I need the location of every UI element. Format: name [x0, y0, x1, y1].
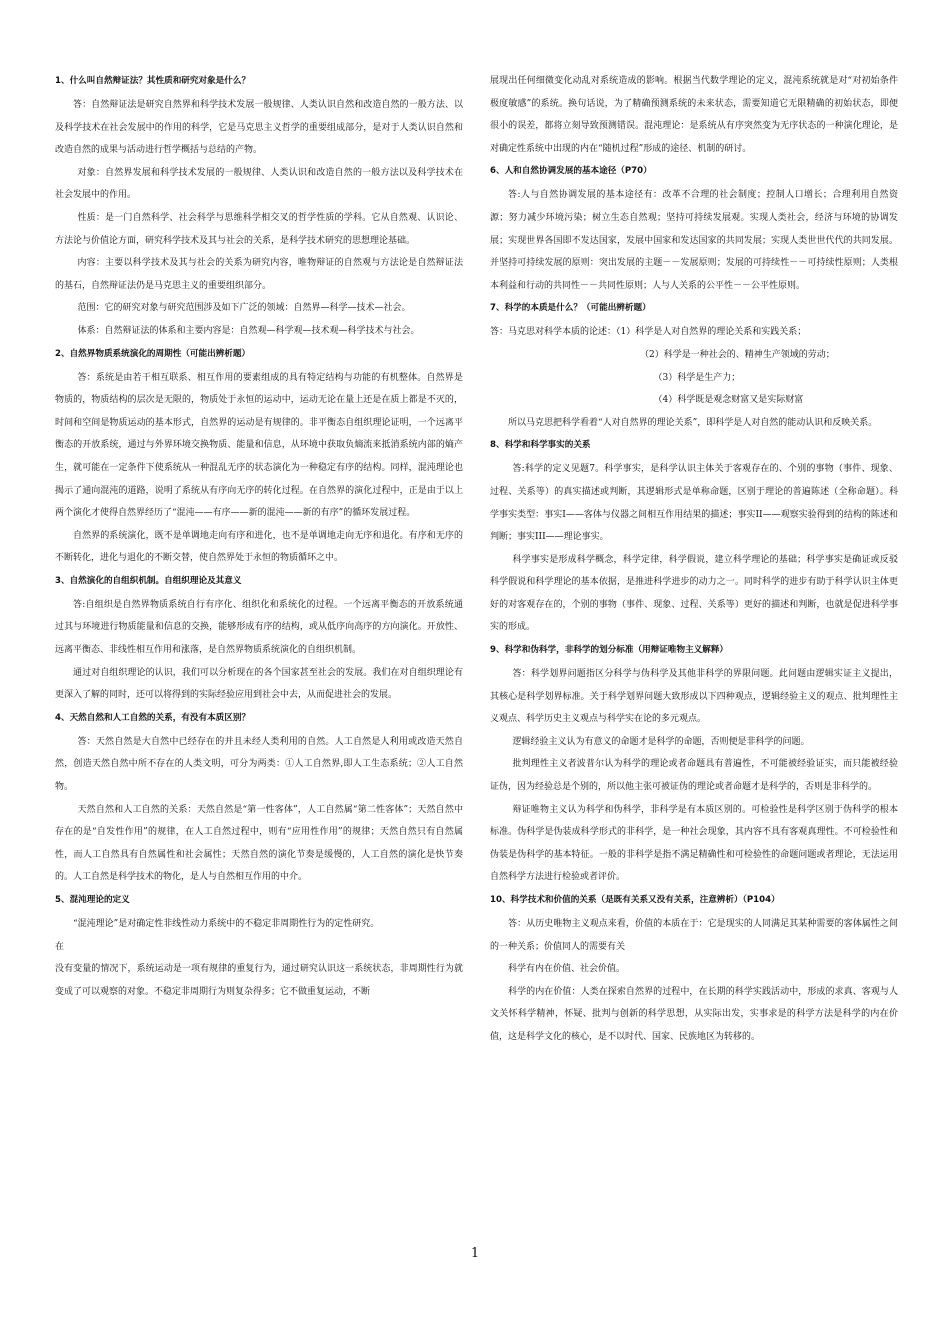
paragraph: 没有变量的情况下，系统运动是一项有规律的重复行为，通过研究认识这一系统状态，非周期性行为就变成了可以观察的对象。不稳定非周期行为则复杂得多；它不做重复运动，不断 — [55, 964, 463, 997]
paragraph: 内容：主要以科学技术及其与社会的关系为研究内容，唯物辩证的自然观与方法论是自然辩证法的基石，自然辩证法仍是马克思主义的重要组织部分。 — [55, 258, 463, 291]
section-heading: 4、天然自然和人工自然的关系，有没有本质区别？ — [55, 712, 251, 723]
section-heading: 1、什么叫自然辩证法？其性质和研究对象是什么？ — [55, 76, 251, 86]
paragraph: 答:科学的定义见题7。科学事实，是科学认识主体关于客观存在的、个别的事物（事件、现象、过程、关系等）的真实描述或判断，其逻辑形式是单称命题，区别于理论的普遍陈述（全称命题）。科学事实类型：事实I——客体与仪器之间相互作用结果的描述；事实II——观察实验得到的结构的陈述和判断；事实III——理论事实。 — [490, 464, 898, 543]
section-heading: 7、科学的本质是什么？（可能出辨析题） — [490, 303, 651, 314]
paragraph: 答：科学划界问题指区分科学与伪科学及其他非科学的界限问题。此问题由逻辑实证主义提出，其核心是科学划界标准。关于科学划界问题大致形成以下四种观点，逻辑经验主义的观点、批判理性主义观点、科学历史主义观点与科学实在论的多元观点。 — [490, 669, 898, 725]
paragraph: 体系：自然辩证法的体系和主要内容是：自然观—科学观—技术观—科学技术与社会。 — [77, 325, 420, 336]
paragraph: 所以马克思把科学看着“人对自然界的理论关系”，即科学是人对自然的能动认识和反映关系。 — [508, 417, 878, 428]
paragraph: 科学的内在价值：人类在探索自然界的过程中，在长期的科学实践活动中，形成的求真、客观与人文关怀科学精神，怀疑、批判与创新的科学思想，从实际出发，实事求是的科学方法是科学的内在价值，这是科学文化的核心，是不以时代、国家、民族地区为转移的。 — [490, 986, 898, 1042]
paragraph: 在 — [55, 941, 65, 952]
paragraph: 答:自组织是自然界物质系统自行有序化、组织化和系统化的过程。一个远离平衡态的开放系统通过其与环境进行物质能量和信息的交换，能够形成有序的结构，或从低序向高序的方向演化。开放性、远离平衡态、非线性相互作用和涨落，是自然界物质系统演化的自组织机制。 — [55, 599, 463, 656]
section-heading: 6、人和自然协调发展的基本途径（P70） — [490, 166, 652, 177]
paragraph: 答：从历史唯物主义观点来看，价值的本质在于：它是现实的人同满足其某种需要的客体属性之间的一种关系；价值同人的需要有关 — [490, 919, 898, 952]
page-number: 1 — [470, 1246, 480, 1261]
paragraph: “混沌理论”是对确定性非线性动力系统中的不稳定非周期性行为的定性研究。 — [73, 919, 380, 929]
paragraph: 答：系统是由若干相互联系、相互作用的要素组成的具有特定结构与功能的有机整体。自然界是物质的，物质结构的层次是无限的，物质处于永恒的运动中，运动无论在量上还是在质上都是不灭的，时间和空间是物质运动的基本形式，自然界的运动是有规律的。非平衡态自组织理论证明，一个远离平衡态的开放系统，通过与外界环境交换物质、能量和信息，从环境中获取负熵流来抵消系统内部的熵产生，就可能在一定条件下使系统从一种混乱无序的状态演化为一种稳定有序的结构。同样，混沌理论也揭示了通向混沌的道路，说明了系统从有序向无序的转化过程。在自然界的演化过程中，正是由于以上两个演化才使得自然界经历了“混沌——有序——新的混沌——新的有序”的循环发展过程。 — [55, 372, 463, 519]
paragraph: 科学事实是形成科学概念，科学定律，科学假说，建立科学理论的基础；科学事实是确证或反驳科学假说和科学理论的基本依据，是推进科学进步的动力之一。同时科学的进步有助于科学认识主体更好的对客观存在的，个别的事物（事件、现象、过程、关系等）更好的描述和判断，也就是促进科学事实的形成。 — [490, 554, 898, 633]
paragraph: 答：马克思对科学本质的论述：（1）科学是人对自然界的理论关系和实践关系； — [490, 327, 807, 338]
paragraph: 天然自然和人工自然的关系：天然自然是“第一性客体”，人工自然属“第二性客体”；天然自然中存在的是“自发性作用”的规律，在人工自然过程中，则有“应用性作用”的规律；天然自然只有自然属性，而人工自然具有自然属性和社会属性；天然自然的演化节奏是缓慢的，人工自然的演化是快节奏的。人工自然是科学技术的物化，是人与自然相互作用的中介。 — [55, 804, 463, 883]
paragraph: 科学有内在价值、社会价值。 — [508, 964, 626, 975]
paragraph: 性质：是一门自然科学、社会科学与思维科学相交叉的哲学性质的学科。它从自然观、认识论、方法论与价值论方面，研究科学技术及其与社会的关系，是科学技术研究的思想理论基础。 — [55, 212, 463, 246]
paragraph: 答：天然自然是大自然中已经存在的并且未经人类利用的自然。人工自然是人利用或改造天然自然，创造天然自然中所不存在的人类文明，可分为两类：①人工自然界,即人工生态系统；②人工自然物。 — [55, 736, 463, 793]
paragraph: （4）科学既是观念财富又是实际财富 — [640, 395, 804, 406]
paragraph: 批判理性主义者波普尔认为科学的理论或者命题具有普遍性，不可能被经验证实，而只能被经验证伪，因为经验总是个别的，所以他主张可被证伪的理论或者命题才是科学的，否则是非科学的。 — [490, 759, 898, 793]
section-heading: 9、科学和伪科学，非科学的划分标准（用辩证唯物主义解释） — [490, 645, 729, 656]
section-heading: 5、混沌理论的定义 — [55, 895, 130, 905]
paragraph: （3）科学是生产力； — [640, 372, 741, 383]
right-column — [490, 70, 898, 1049]
section-heading: 10、科学技术和价值的关系（是既有关系又没有关系，注意辨析）（P104） — [490, 895, 780, 905]
section-heading: 3、自然演化的自组织机制。自组织理论及其意义 — [55, 575, 242, 586]
section-heading: 2、自然界物质系统演化的周期性（可能出辨析题） — [55, 348, 251, 359]
paragraph: （2）科学是一种社会的、精神生产领域的劳动； — [640, 349, 835, 360]
paragraph: 答：自然辩证法是研究自然界和科学技术发展一般规律、人类认识自然和改造自然的一般方法、以及科学技术在社会发展中的作用的科学，它是马克思主义哲学的重要组成部分，是对于人类认识自然和改造自然的成果与活动进行哲学概括与总结的产物。 — [55, 100, 463, 156]
paragraph: 范围：它的研究对象与研究范围涉及如下广泛的领域：自然界—科学—技术—社会。 — [77, 303, 411, 314]
paragraph: 辩证唯物主义认为科学和伪科学，非科学是有本质区别的。可检验性是科学区别于伪科学的根本标准。伪科学是伪装成科学形式的非科学，是一种社会现象，其内容不具有客观真理性。不可检验性和伪装是伪科学的基本特征。一般的非科学是指不满足精确性和可检验性的命题问题或者理论，无法运用自然科学方法进行检验或者评价。 — [490, 804, 898, 883]
paragraph: 逻辑经验主义认为有意义的命题才是科学的命题，否则便是非科学的问题。 — [512, 736, 810, 747]
paragraph: 答:人与自然协调发展的基本途径有：改革不合理的社会制度；控制人口增长；合理利用自然资源；努力减少环境污染；树立生态自然观；坚持可持续发展观。实现人类社会，经济与环境的协调发展；实现世界各国即不发达国家，发展中国家和发达国家的共同发展；实现人类世世代代的共同发展。并坚持可持续发展的原则：突出发展的主题－－发展原则；发展的可持续性－－可持续性原则；人类根本利益和行动的共同性－－共同性原则；人与人关系的公平性－－公平性原则。 — [490, 190, 898, 291]
paragraph: 通过对自组织理论的认识，我们可以分析现在的各个国家甚至社会的发展。我们在对自组织理论有更深入了解的同时，还可以将得到的实际经验应用到社会中去，从而促进社会的发展。 — [55, 667, 463, 701]
left-column — [55, 70, 463, 1003]
paragraph: 展现出任何细微变化动乱对系统造成的影响。根据当代数学理论的定义，混沌系统就是对“对初始条件极度敏感”的系统。换句话说，为了精确预测系统的未来状态，需要知道它无限精确的初始状态，即便很小的误差，都将立刻导致预测错误。混沌理论：是系统从有序突然变为无序状态的一种演化理论，是对确定性系统中出现的内在“随机过程”形成的途径、机制的研讨。 — [490, 76, 898, 154]
section-heading: 8、科学和科学事实的关系 — [490, 440, 591, 451]
paragraph: 对象：自然界发展和科学技术发展的一般规律、人类认识和改造自然的一般方法以及科学技术在社会发展中的作用。 — [55, 167, 463, 201]
paragraph: 自然界的系统演化，既不是单调地走向有序和进化，也不是单调地走向无序和退化。有序和无序的不断转化，进化与退化的不断交替，使自然界处于永恒的物质循环之中。 — [55, 530, 463, 564]
